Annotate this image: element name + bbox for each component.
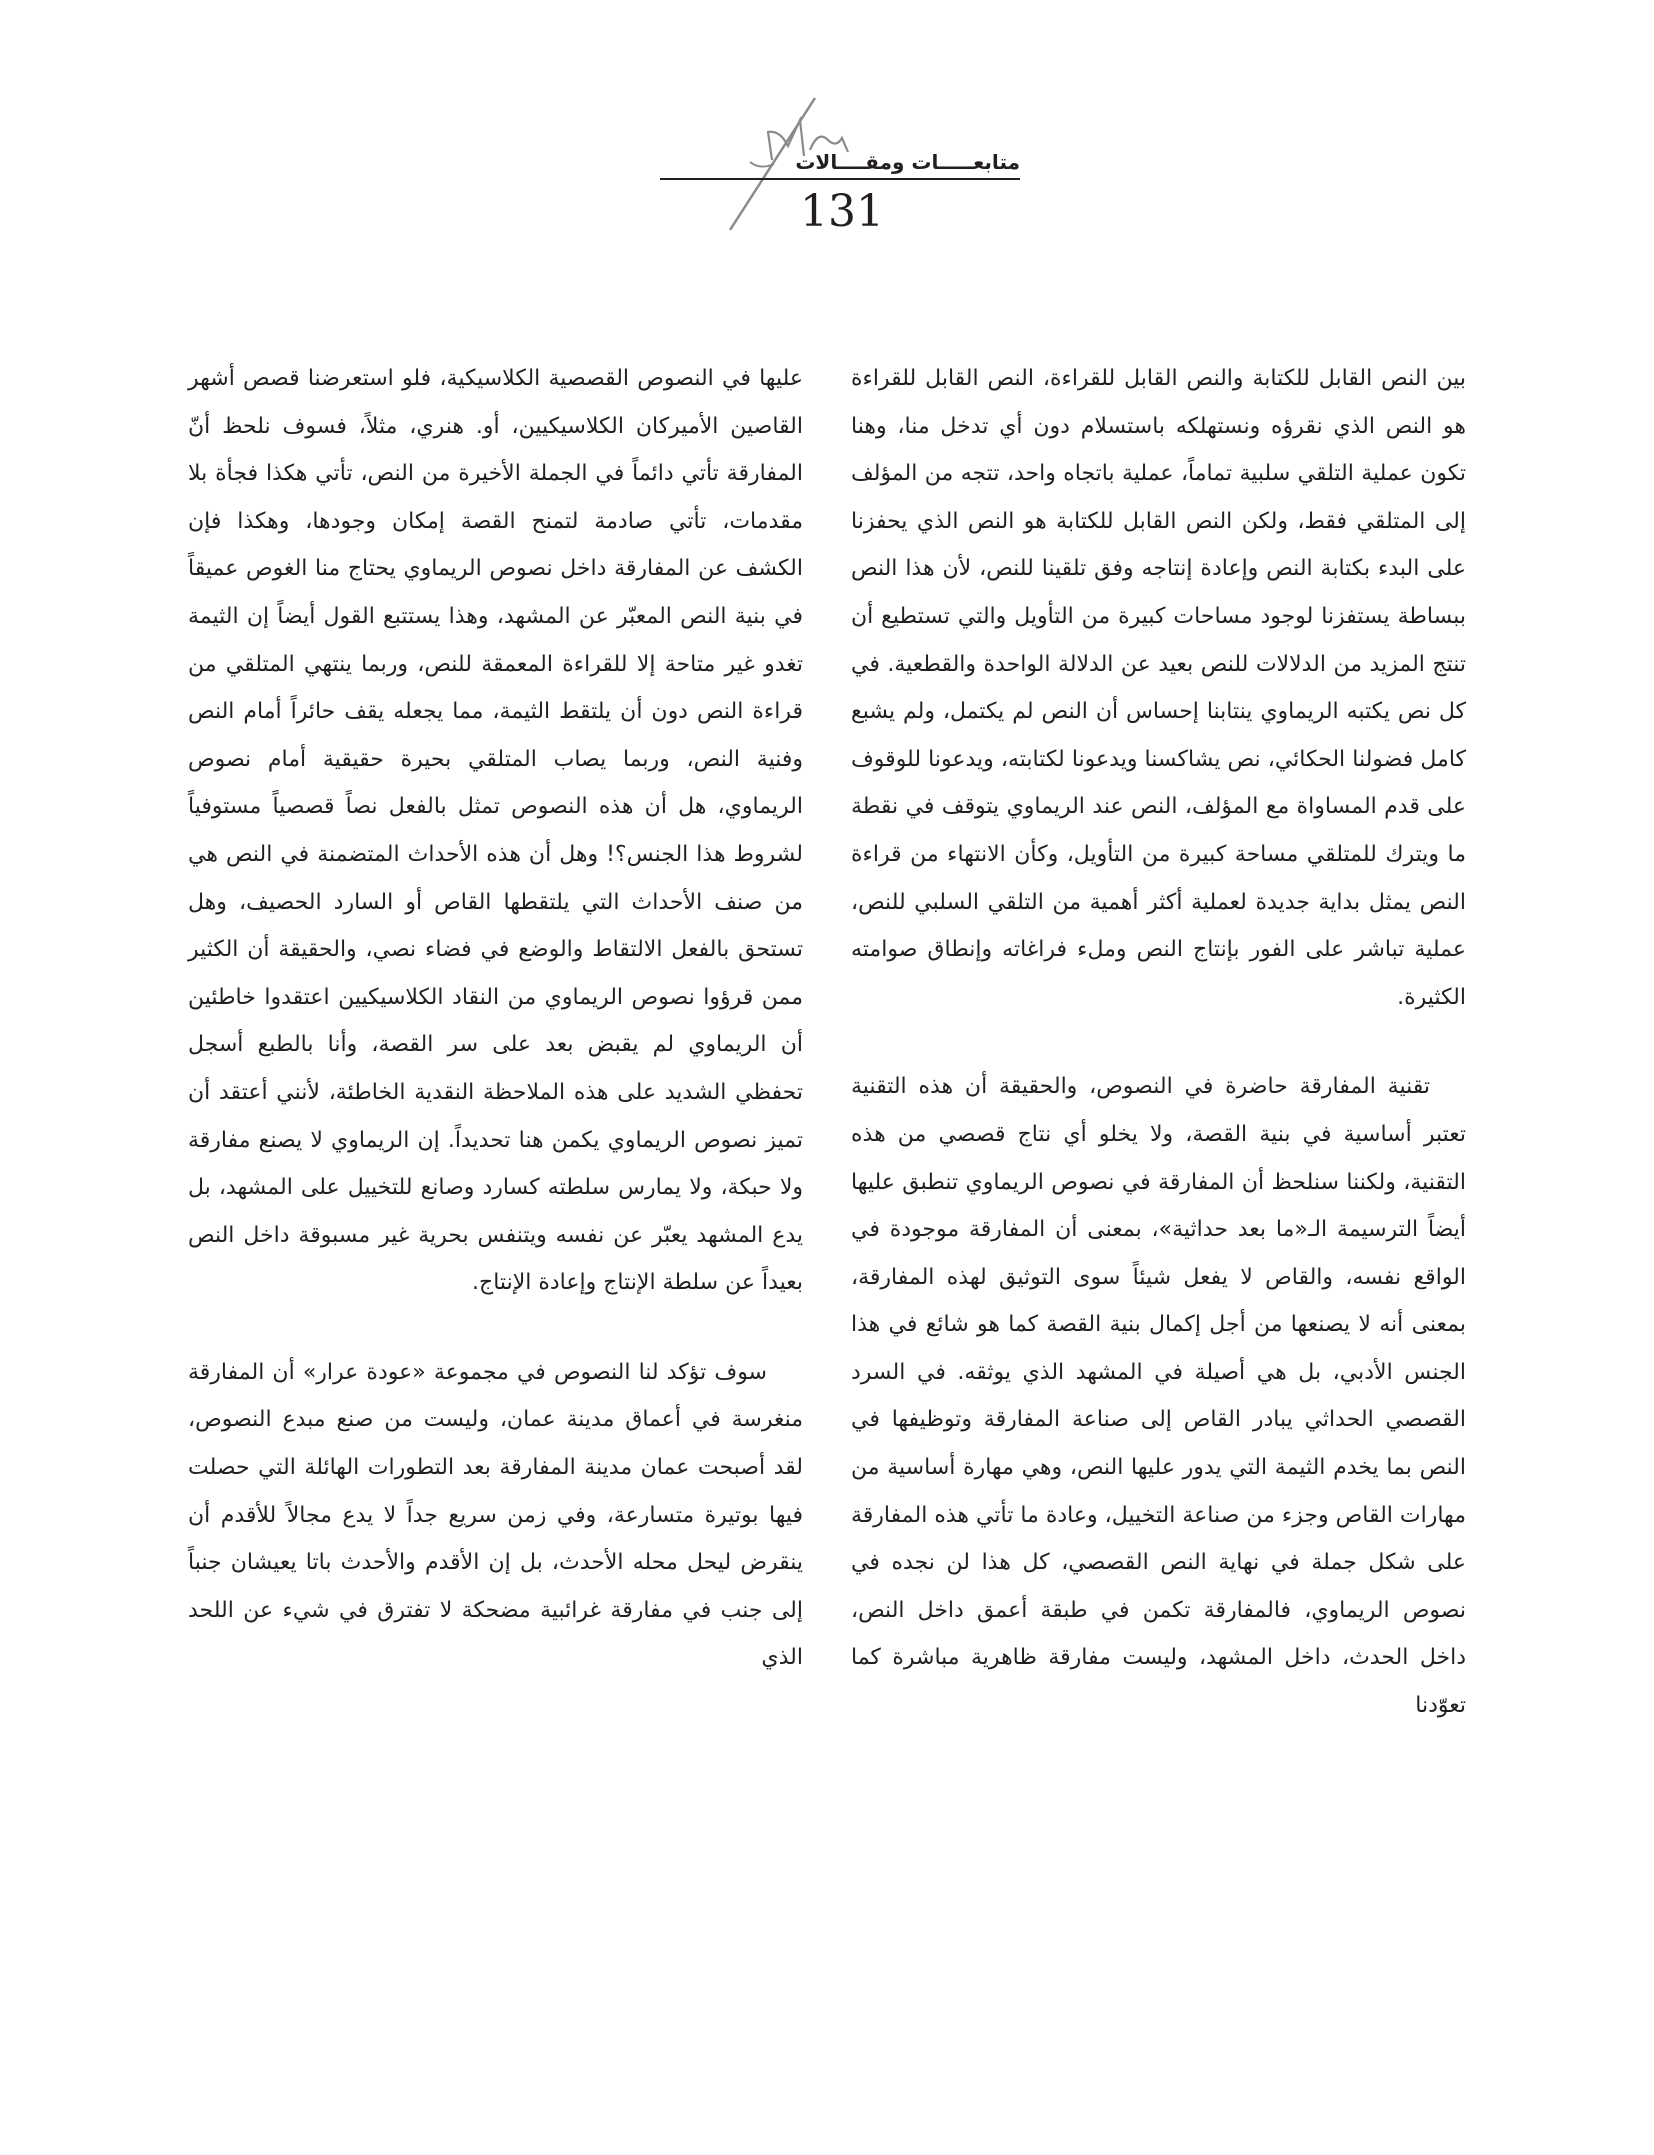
paragraph: عليها في النصوص القصصية الكلاسيكية، فلو استعرضنا قصص أشهر القاصين الأميركان الكلاسيكيين، أو. هنري، مثلاً، فسوف نلحظ أنّ المفارقة تأتي دائماً في الجملة الأخيرة من النص، تأتي هكذا فجأة بلا مقدمات، تأتي صادمة لتمنح القصة إمكان وجودها، وهكذا فإن الكشف عن المفارقة داخل نصوص الريماوي يحتاج منا الغوص عميقاً في بنية النص المعبّر عن المشهد، وهذا يستتبع القول أيضاً إن الثيمة تغدو غير متاحة إلا للقراءة المعمقة للنص، وربما ينتهي المتلقي من قراءة النص دون أن يلتقط الثيمة، مما يجعله يقف حائراً أمام النص وفنية النص، وربما يصاب المتلقي بحيرة حقيقية أمام نصوص الريماوي، هل أن هذه النصوص تمثل بالفعل نصاً قصصياً مستوفياً لشروط هذا الجنس؟! وهل أن هذه الأحداث المتضمنة في النص هي من صنف الأحداث التي يلتقطها القاص أو السارد الحصيف، وهل تستحق بالفعل الالتقاط والوضع في فضاء نصي، والحقيقة أن الكثير ممن قرؤوا نصوص الريماوي من النقاد الكلاسيكيين اعتقدوا خاطئين أن الريماوي لم يقبض بعد على سر القصة، وأنا بالطبع أسجل تحفظي الشديد على هذه الملاحظة النقدية الخاطئة، لأنني أعتقد أن تميز نصوص الريماوي يكمن هنا تحديداً. إن الريماوي لا يصنع مفارقة ولا حبكة، ولا يمارس سلطته كسارد وصانع للتخييل على المشهد، بل يدع المشهد يعبّر عن نفسه ويتنفس بحرية غير مسبوقة داخل النص بعيداً عن سلطة الإنتاج وإعادة الإنتاج. bbox=[188, 366, 803, 1296]
page-number: 131 bbox=[800, 186, 884, 237]
section-label: متابعـــــات ومقــــالات bbox=[660, 150, 1020, 180]
paragraph: سوف تؤكد لنا النصوص في مجموعة «عودة عرار» أن المفارقة منغرسة في أعماق مدينة عمان، وليست من صنع مبدع النصوص، لقد أصبحت عمان مدينة المفارقة بعد التطورات الهائلة التي حصلت فيها بوتيرة متسارعة، وفي زمن سريع جداً لا يدع مجالاً للأقدم أن ينقرض ليحل محله الأحدث، بل إن الأقدم والأحدث باتا يعيشان جنباً إلى جنب في مفارقة غرائبية مضحكة لا تفترق في شيء عن اللحد الذي bbox=[188, 1359, 803, 1671]
text-column-left bbox=[188, 355, 803, 2155]
paragraph: تقنية المفارقة حاضرة في النصوص، والحقيقة أن هذه التقنية تعتبر أساسية في بنية القصة، ولا يخلو أي نتاج قصصي من هذه التقنية، ولكننا سنلحظ أن المفارقة في نصوص الريماوي تنطبق عليها أيضاً الترسيمة الـ«ما بعد حداثية»، بمعنى أن المفارقة موجودة في الواقع نفسه، والقاص لا يفعل شيئاً سوى التوثيق لهذه المفارقة، بمعنى أنه لا يصنعها من أجل إكمال بنية القصة كما هو شائع في هذا الجنس الأدبي، بل هي أصيلة في المشهد الذي يوثقه. في السرد القصصي الحداثي يبادر القاص إلى صناعة المفارقة وتوظيفها في النص بما يخدم الثيمة التي يدور عليها النص، وهي مهارة أساسية من مهارات القاص وجزء من صناعة التخييل، وعادة ما تأتي هذه المفارقة على شكل جملة في نهاية النص القصصي، كل هذا لن نجده في نصوص الريماوي، فالمفارقة تكمن في طبقة أعمق داخل النص، داخل الحدث، داخل المشهد، وليست مفارقة ظاهرية مباشرة كما تعوّدنا bbox=[851, 1074, 1466, 1719]
paragraph: بين النص القابل للكتابة والنص القابل للقراءة، النص القابل للقراءة هو النص الذي نقرؤه ونستهلكه باستسلام دون أي تدخل منا، وهنا تكون عملية التلقي سلبية تماماً، عملية باتجاه واحد، تتجه من المؤلف إلى المتلقي فقط، ولكن النص القابل للكتابة هو النص الذي يحفزنا على البدء بكتابة النص وإعادة إنتاجه وفق تلقينا للنص، لأن هذا النص ببساطة يستفزنا لوجود مساحات كبيرة من التأويل والتي تستطيع أن تنتج المزيد من الدلالات للنص بعيد عن الدلالة الواحدة والقطعية. في كل نص يكتبه الريماوي ينتابنا إحساس أن النص لم يكتمل، ولم يشبع كامل فضولنا الحكائي، نص يشاكسنا ويدعونا لكتابته، ويدعونا للوقوف على قدم المساواة مع المؤلف، النص عند الريماوي يتوقف في نقطة ما ويترك للمتلقي مساحة كبيرة من التأويل، وكأن الانتهاء من قراءة النص يمثل بداية جديدة لعملية أكثر أهمية من التلقي السلبي للنص، عملية تباشر على الفور بإنتاج النص وملء فراغاته وإنطاق صوامته الكثيرة. bbox=[851, 366, 1466, 1010]
page-header bbox=[600, 90, 1020, 240]
text-column-right bbox=[851, 355, 1466, 2155]
